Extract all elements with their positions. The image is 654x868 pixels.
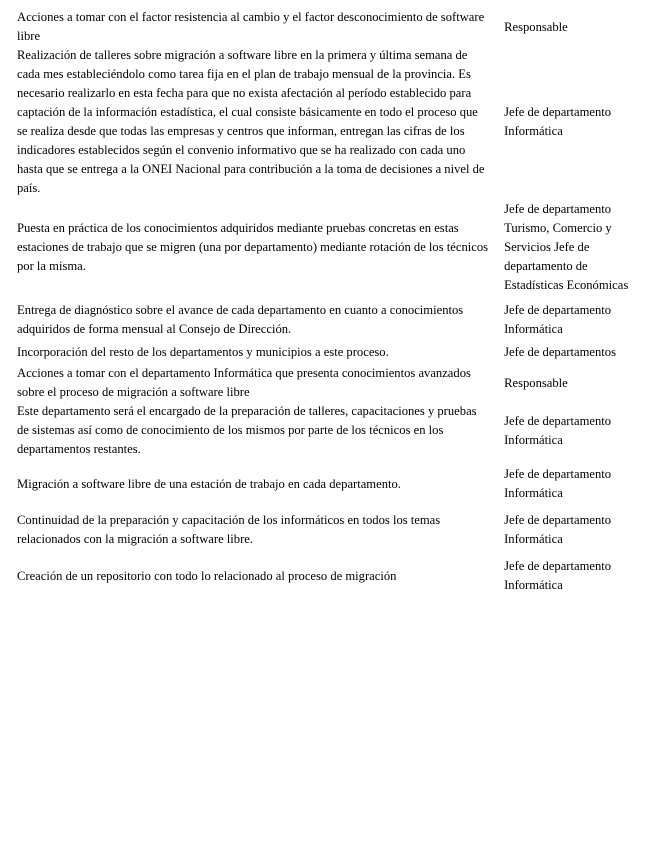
actions-table <box>15 8 645 599</box>
action-cell: Realización de talleres sobre migración a software libre en la primera y última semana de cada mes estableciéndolo como tarea fija en el plan de trabajo mensual de la provincia. Es necesario realizarlo en esta fecha para que no exista afectación al período establecido para captación de la información estadística, el cual consiste básicamente en todo el proceso que se realiza desde que todas las empresas y centros que informan, entregan las cifras de los indicadores establecidos según el convenio informativo que se ha realizado con cada uno hasta que se entrega a la ONEI Nacional para contribución a la toma de decisiones a nivel de país. <box>17 48 485 195</box>
responsible-cell: Jefe de departamento Informática <box>504 105 612 138</box>
table-row <box>15 553 645 599</box>
table-row <box>15 200 645 297</box>
responsible-cell: Jefe de departamento Informática <box>504 303 612 336</box>
action-cell: Entrega de diagnóstico sobre el avance de cada departamento en cuanto a conocimientos adquiridos de forma mensual al Consejo de Dirección. <box>17 303 464 336</box>
responsible-cell: Jefe de departamento Informática <box>504 513 612 546</box>
responsible-cell: Jefe de departamento Informática <box>504 413 612 447</box>
table-row <box>15 507 645 553</box>
table-header-row <box>15 8 645 46</box>
document-body <box>15 8 645 599</box>
action-cell: Migración a software libre de una estación de trabajo en cada departamento. <box>17 476 401 491</box>
table-header-row <box>15 364 645 402</box>
header-responsible-cell: Responsable <box>504 375 568 390</box>
header-responsible-cell: Responsable <box>504 19 568 34</box>
responsible-cell: Jefe de departamento Informática <box>504 467 612 500</box>
responsible-cell: Jefe de departamento Informática <box>504 559 612 592</box>
table-row <box>15 297 645 343</box>
action-cell: Este departamento será el encargado de la preparación de talleres, capacitaciones y pruebas de sistemas así como de conocimiento de los mismos por parte de los técnicos en los departamentos restantes. <box>17 404 477 456</box>
action-cell: Creación de un repositorio con todo lo relacionado al proceso de migración <box>17 568 397 583</box>
responsible-cell: Jefe de departamento Turismo, Comercio y Servicios Jefe de departamento de Estadísticas Económicas <box>504 202 629 292</box>
action-cell: Continuidad de la preparación y capacitación de los informáticos en todos los temas relacionados con la migración a software libre. <box>17 513 441 546</box>
header-action-cell: Acciones a tomar con el factor resistencia al cambio y el factor desconocimiento de software libre <box>17 10 485 43</box>
table-row <box>15 461 645 507</box>
header-action-cell: Acciones a tomar con el departamento Informática que presenta conocimientos avanzados sobre el proceso de migración a software libre <box>17 366 471 399</box>
action-cell: Incorporación del resto de los departamentos y municipios a este proceso. <box>17 345 389 359</box>
responsible-cell: Jefe de departamentos <box>504 345 616 359</box>
action-cell: Puesta en práctica de los conocimientos adquiridos mediante pruebas concretas en estas estaciones de trabajo que se migren (una por departamento) mediante rotación de los técnicos por la misma. <box>17 221 489 273</box>
table-row <box>15 46 645 200</box>
table-row <box>15 343 645 364</box>
table-row <box>15 402 645 461</box>
